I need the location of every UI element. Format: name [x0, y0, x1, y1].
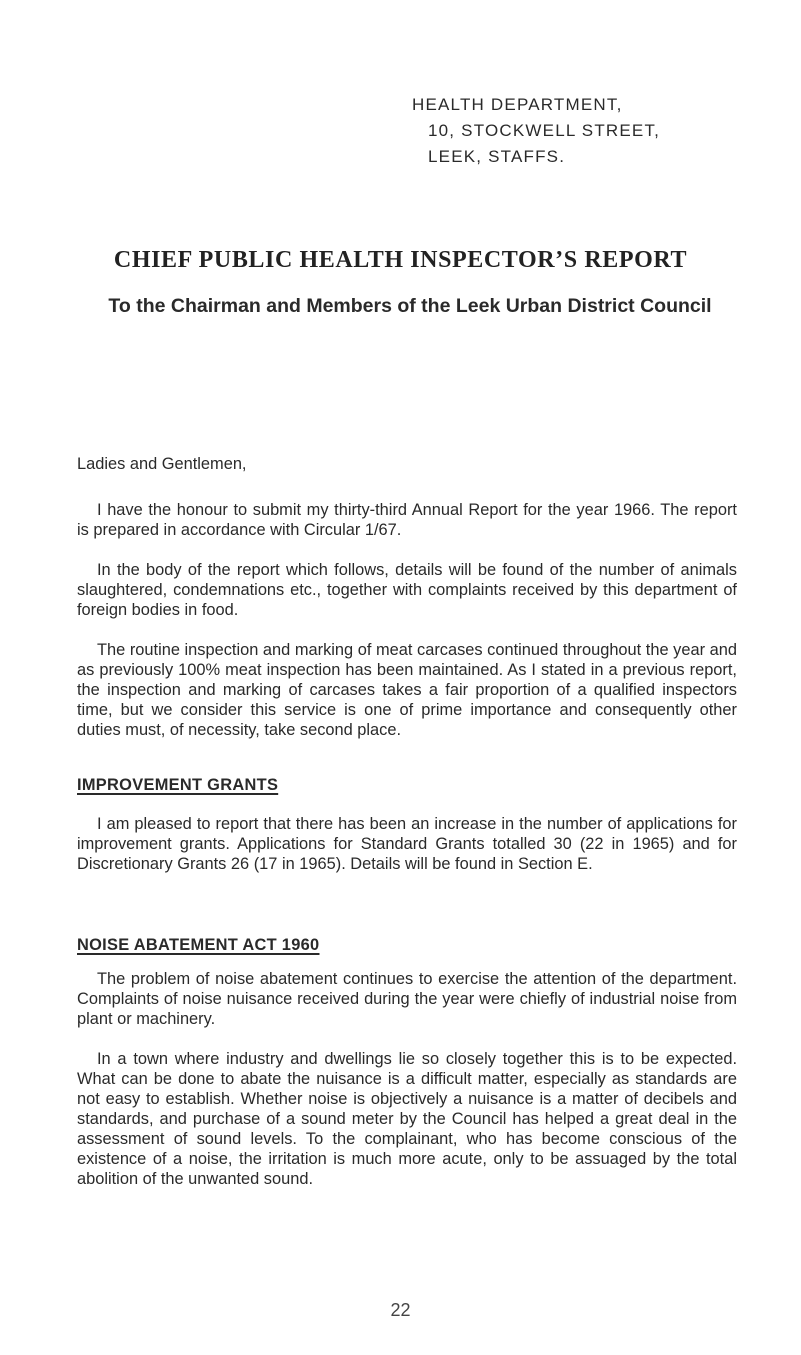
address-block: [412, 92, 660, 170]
page-number: 22: [390, 1300, 411, 1320]
noise-abatement-paragraph-1: The problem of noise abatement continues to exercise the attention of the department. Complaints of noise nuisance received during the year were chiefly of industrial noise from plant or machinery.: [77, 970, 737, 1028]
section-heading-improvement-grants: IMPROVEMENT GRANTS: [77, 776, 279, 794]
intro-paragraph-2: In the body of the report which follows, details will be found of the number of animals slaughtered, condemnations etc., together with complaints received by this department of foreign bodies in food.: [77, 561, 737, 619]
report-title: CHIEF PUBLIC HEALTH INSPECTOR’S REPORT: [113, 247, 688, 273]
intro-section: [77, 500, 737, 740]
address-line-3: LEEK, STAFFS.: [428, 147, 566, 166]
salutation: Ladies and Gentlemen,: [77, 455, 247, 473]
noise-abatement-paragraph-2: In a town where industry and dwellings lie so closely together this is to be expected. What can be done to abate the nuisance is a difficult matter, especially as standards are not easy to establish. Whether noise is objectively a nuisance is a matter of decibels and standards, and purchase of a sound meter by the Council has helped a great deal in the assessment of sound levels. To the complainant, who has become conscious of the existence of a noise, the irritation is much more acute, only to be assuaged by the total abolition of the unwanted sound.: [77, 1050, 737, 1188]
noise-abatement-section: [77, 969, 737, 1189]
improvement-grants-section: [77, 814, 737, 874]
report-subtitle: To the Chairman and Members of the Leek Urban District Council: [108, 295, 712, 317]
intro-paragraph-3: The routine inspection and marking of meat carcases continued throughout the year and as previously 100% meat inspection has been maintained. As I stated in a previous report, the inspection and marking of carcases takes a fair proportion of a qualified inspectors time, but we consider this service is one of prime importance and consequently other duties must, of necessity, take second place.: [77, 641, 737, 739]
improvement-grants-paragraph-1: I am pleased to report that there has been an increase in the number of applications for improvement grants. Applications for Standard Grants totalled 30 (22 in 1965) and for Discretionary Grants 26 (17 in 1965). Details will be found in Section E.: [77, 815, 737, 873]
address-line-2: 10, STOCKWELL STREET,: [428, 121, 661, 140]
intro-paragraph-1: I have the honour to submit my thirty-third Annual Report for the year 1966. The report is prepared in accordance with Circular 1/67.: [77, 501, 737, 539]
address-line-1: HEALTH DEPARTMENT,: [412, 95, 623, 114]
section-heading-noise-abatement: NOISE ABATEMENT ACT 1960: [77, 936, 320, 954]
